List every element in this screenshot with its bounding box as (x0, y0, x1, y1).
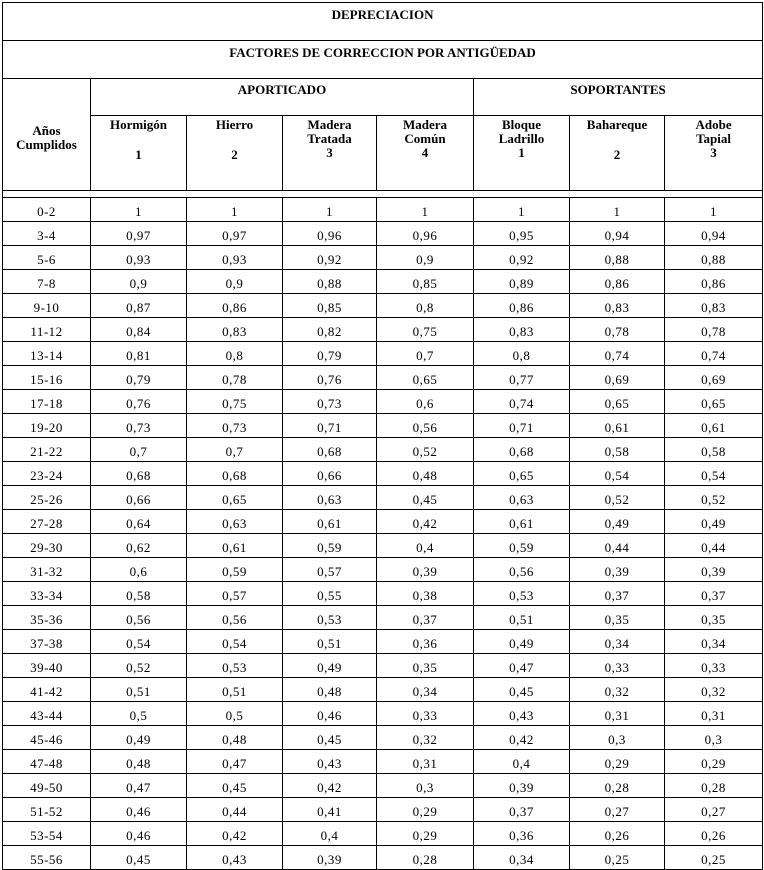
cell-madera-tratada: 0,57 (283, 557, 377, 581)
cell-bahareque: 0,27 (570, 797, 665, 821)
cell-hormigon: 0,81 (91, 341, 187, 365)
table-row (3, 605, 763, 629)
cell-bahareque: 0,29 (570, 749, 665, 773)
cell-adobe-tapial: 0,34 (665, 629, 763, 653)
cell-adobe-tapial: 0,33 (665, 653, 763, 677)
cell-bahareque: 0,31 (570, 701, 665, 725)
table-row (3, 389, 763, 413)
cell-years: 7-8 (3, 269, 91, 293)
cell-hormigon: 0,76 (91, 389, 187, 413)
depreciation-table (2, 2, 763, 870)
cell-bloque-ladrillo: 0,39 (474, 773, 570, 797)
cell-madera-comun: 0,52 (377, 437, 474, 461)
cell-bloque-ladrillo: 0,89 (474, 269, 570, 293)
cell-bloque-ladrillo: 0,86 (474, 293, 570, 317)
cell-hormigon: 0,93 (91, 245, 187, 269)
cell-bloque-ladrillo: 0,92 (474, 245, 570, 269)
cell-years: 19-20 (3, 413, 91, 437)
cell-hierro: 1 (187, 197, 283, 221)
cell-madera-tratada: 0,51 (283, 629, 377, 653)
cell-adobe-tapial: 0,37 (665, 581, 763, 605)
cell-years: 35-36 (3, 605, 91, 629)
cell-adobe-tapial: 0,28 (665, 773, 763, 797)
cell-years: 29-30 (3, 533, 91, 557)
cell-adobe-tapial: 0,83 (665, 293, 763, 317)
table-row (3, 701, 763, 725)
cell-madera-tratada: 0,4 (283, 821, 377, 845)
cell-hormigon: 0,73 (91, 413, 187, 437)
cell-bahareque: 0,35 (570, 605, 665, 629)
cell-madera-comun: 0,3 (377, 773, 474, 797)
cell-hormigon: 0,9 (91, 269, 187, 293)
cell-hormigon: 0,97 (91, 221, 187, 245)
cell-madera-comun: 0,7 (377, 341, 474, 365)
cell-madera-tratada: 0,79 (283, 341, 377, 365)
cell-madera-comun: 0,56 (377, 413, 474, 437)
cell-madera-tratada: 0,42 (283, 773, 377, 797)
cell-hormigon: 0,56 (91, 605, 187, 629)
cell-years: 17-18 (3, 389, 91, 413)
cell-hormigon: 0,79 (91, 365, 187, 389)
cell-adobe-tapial: 0,78 (665, 317, 763, 341)
cell-bloque-ladrillo: 0,77 (474, 365, 570, 389)
cell-hormigon: 1 (91, 197, 187, 221)
cell-bahareque: 0,39 (570, 557, 665, 581)
cell-madera-tratada: 0,59 (283, 533, 377, 557)
cell-bloque-ladrillo: 0,74 (474, 389, 570, 413)
cell-years: 33-34 (3, 581, 91, 605)
cell-hormigon: 0,47 (91, 773, 187, 797)
table-row (3, 293, 763, 317)
table-row (3, 653, 763, 677)
table-body (3, 197, 763, 869)
cell-madera-comun: 0,37 (377, 605, 474, 629)
table-row (3, 245, 763, 269)
cell-adobe-tapial: 0,52 (665, 485, 763, 509)
table-row (3, 749, 763, 773)
cell-hormigon: 0,62 (91, 533, 187, 557)
cell-bahareque: 1 (570, 197, 665, 221)
cell-hierro: 0,45 (187, 773, 283, 797)
col-header-hierro: Hierro 2 (187, 116, 283, 191)
cell-hierro: 0,47 (187, 749, 283, 773)
cell-madera-tratada: 1 (283, 197, 377, 221)
cell-bloque-ladrillo: 0,37 (474, 797, 570, 821)
cell-years: 15-16 (3, 365, 91, 389)
cell-madera-comun: 0,96 (377, 221, 474, 245)
cell-bloque-ladrillo: 0,83 (474, 317, 570, 341)
cell-madera-tratada: 0,82 (283, 317, 377, 341)
cell-adobe-tapial: 0,44 (665, 533, 763, 557)
cell-madera-comun: 0,32 (377, 725, 474, 749)
cell-bloque-ladrillo: 0,68 (474, 437, 570, 461)
cell-bloque-ladrillo: 0,61 (474, 509, 570, 533)
cell-adobe-tapial: 0,65 (665, 389, 763, 413)
cell-madera-comun: 0,48 (377, 461, 474, 485)
cell-adobe-tapial: 0,58 (665, 437, 763, 461)
cell-adobe-tapial: 0,25 (665, 845, 763, 869)
cell-hierro: 0,42 (187, 821, 283, 845)
cell-bloque-ladrillo: 0,63 (474, 485, 570, 509)
cell-bahareque: 0,58 (570, 437, 665, 461)
group-spacer (3, 79, 91, 116)
cell-bloque-ladrillo: 0,36 (474, 821, 570, 845)
cell-adobe-tapial: 0,88 (665, 245, 763, 269)
cell-adobe-tapial: 0,54 (665, 461, 763, 485)
cell-years: 23-24 (3, 461, 91, 485)
cell-adobe-tapial: 0,86 (665, 269, 763, 293)
col-header-bahareque: Bahareque 2 (570, 116, 665, 191)
cell-madera-tratada: 0,68 (283, 437, 377, 461)
cell-bahareque: 0,74 (570, 341, 665, 365)
cell-madera-tratada: 0,66 (283, 461, 377, 485)
cell-madera-comun: 0,29 (377, 821, 474, 845)
col-header-hormigon: Hormigón 1 (91, 116, 187, 191)
cell-hormigon: 0,68 (91, 461, 187, 485)
cell-hierro: 0,65 (187, 485, 283, 509)
cell-adobe-tapial: 0,26 (665, 821, 763, 845)
cell-bahareque: 0,26 (570, 821, 665, 845)
table-row (3, 533, 763, 557)
cell-bahareque: 0,83 (570, 293, 665, 317)
cell-adobe-tapial: 0,49 (665, 509, 763, 533)
cell-bloque-ladrillo: 0,51 (474, 605, 570, 629)
cell-bahareque: 0,49 (570, 509, 665, 533)
cell-bahareque: 0,37 (570, 581, 665, 605)
cell-hierro: 0,97 (187, 221, 283, 245)
cell-madera-tratada: 0,45 (283, 725, 377, 749)
cell-hierro: 0,73 (187, 413, 283, 437)
cell-madera-comun: 0,38 (377, 581, 474, 605)
table-row (3, 821, 763, 845)
cell-years: 13-14 (3, 341, 91, 365)
cell-madera-comun: 0,4 (377, 533, 474, 557)
table-row (3, 797, 763, 821)
cell-madera-tratada: 0,49 (283, 653, 377, 677)
cell-adobe-tapial: 0,31 (665, 701, 763, 725)
cell-madera-tratada: 0,55 (283, 581, 377, 605)
table-row (3, 509, 763, 533)
cell-madera-comun: 0,9 (377, 245, 474, 269)
cell-madera-comun: 0,29 (377, 797, 474, 821)
cell-hormigon: 0,58 (91, 581, 187, 605)
table-row (3, 413, 763, 437)
cell-madera-comun: 0,42 (377, 509, 474, 533)
cell-hormigon: 0,45 (91, 845, 187, 869)
cell-bahareque: 0,88 (570, 245, 665, 269)
cell-hormigon: 0,87 (91, 293, 187, 317)
cell-years: 25-26 (3, 485, 91, 509)
cell-madera-tratada: 0,85 (283, 293, 377, 317)
header-spacer (3, 190, 763, 197)
table-row (3, 845, 763, 869)
cell-hierro: 0,53 (187, 653, 283, 677)
cell-madera-tratada: 0,61 (283, 509, 377, 533)
cell-bahareque: 0,61 (570, 413, 665, 437)
cell-bloque-ladrillo: 0,45 (474, 677, 570, 701)
table-title: DEPRECIACION (3, 3, 763, 41)
cell-hormigon: 0,5 (91, 701, 187, 725)
cell-adobe-tapial: 0,39 (665, 557, 763, 581)
cell-bahareque: 0,54 (570, 461, 665, 485)
col-header-years: Años Cumplidos (3, 116, 91, 191)
cell-adobe-tapial: 0,94 (665, 221, 763, 245)
cell-years: 55-56 (3, 845, 91, 869)
cell-years: 5-6 (3, 245, 91, 269)
cell-hormigon: 0,46 (91, 821, 187, 845)
cell-madera-tratada: 0,71 (283, 413, 377, 437)
cell-bloque-ladrillo: 0,53 (474, 581, 570, 605)
cell-bahareque: 0,25 (570, 845, 665, 869)
cell-hierro: 0,59 (187, 557, 283, 581)
cell-bloque-ladrillo: 0,34 (474, 845, 570, 869)
cell-adobe-tapial: 0,32 (665, 677, 763, 701)
cell-hormigon: 0,48 (91, 749, 187, 773)
table-row (3, 341, 763, 365)
cell-hierro: 0,9 (187, 269, 283, 293)
cell-madera-tratada: 0,43 (283, 749, 377, 773)
cell-madera-tratada: 0,46 (283, 701, 377, 725)
cell-bloque-ladrillo: 0,8 (474, 341, 570, 365)
cell-adobe-tapial: 1 (665, 197, 763, 221)
cell-bahareque: 0,44 (570, 533, 665, 557)
cell-hierro: 0,78 (187, 365, 283, 389)
table-row (3, 677, 763, 701)
cell-madera-tratada: 0,41 (283, 797, 377, 821)
group-soportantes: SOPORTANTES (474, 79, 763, 116)
table-row (3, 485, 763, 509)
cell-bloque-ladrillo: 0,43 (474, 701, 570, 725)
cell-bahareque: 0,52 (570, 485, 665, 509)
cell-madera-tratada: 0,48 (283, 677, 377, 701)
cell-hierro: 0,63 (187, 509, 283, 533)
cell-bahareque: 0,65 (570, 389, 665, 413)
cell-madera-comun: 0,85 (377, 269, 474, 293)
cell-hierro: 0,61 (187, 533, 283, 557)
col-header-adobe-tapial: Adobe Tapial 3 (665, 116, 763, 191)
cell-bloque-ladrillo: 0,65 (474, 461, 570, 485)
cell-bloque-ladrillo: 0,47 (474, 653, 570, 677)
cell-adobe-tapial: 0,3 (665, 725, 763, 749)
table-row (3, 629, 763, 653)
cell-years: 41-42 (3, 677, 91, 701)
cell-adobe-tapial: 0,61 (665, 413, 763, 437)
cell-madera-comun: 0,33 (377, 701, 474, 725)
cell-adobe-tapial: 0,29 (665, 749, 763, 773)
cell-years: 11-12 (3, 317, 91, 341)
cell-bahareque: 0,78 (570, 317, 665, 341)
cell-hormigon: 0,49 (91, 725, 187, 749)
cell-hormigon: 0,7 (91, 437, 187, 461)
cell-hierro: 0,8 (187, 341, 283, 365)
cell-bahareque: 0,28 (570, 773, 665, 797)
cell-bloque-ladrillo: 0,56 (474, 557, 570, 581)
table-subtitle: FACTORES DE CORRECCION POR ANTIGÜEDAD (3, 41, 763, 79)
cell-madera-tratada: 0,63 (283, 485, 377, 509)
cell-madera-comun: 0,39 (377, 557, 474, 581)
cell-hierro: 0,48 (187, 725, 283, 749)
cell-madera-comun: 0,8 (377, 293, 474, 317)
cell-years: 31-32 (3, 557, 91, 581)
cell-bahareque: 0,32 (570, 677, 665, 701)
cell-hierro: 0,51 (187, 677, 283, 701)
table-row (3, 773, 763, 797)
cell-bahareque: 0,94 (570, 221, 665, 245)
cell-hierro: 0,75 (187, 389, 283, 413)
cell-madera-tratada: 0,73 (283, 389, 377, 413)
cell-bahareque: 0,69 (570, 365, 665, 389)
cell-madera-tratada: 0,92 (283, 245, 377, 269)
cell-madera-comun: 0,65 (377, 365, 474, 389)
cell-bloque-ladrillo: 0,95 (474, 221, 570, 245)
cell-hierro: 0,57 (187, 581, 283, 605)
cell-years: 43-44 (3, 701, 91, 725)
cell-adobe-tapial: 0,69 (665, 365, 763, 389)
table-row (3, 437, 763, 461)
cell-years: 51-52 (3, 797, 91, 821)
table-row (3, 197, 763, 221)
cell-madera-comun: 0,31 (377, 749, 474, 773)
cell-hierro: 0,56 (187, 605, 283, 629)
cell-madera-tratada: 0,39 (283, 845, 377, 869)
cell-adobe-tapial: 0,35 (665, 605, 763, 629)
cell-hierro: 0,5 (187, 701, 283, 725)
col-header-madera-comun: Madera Común 4 (377, 116, 474, 191)
cell-bloque-ladrillo: 0,4 (474, 749, 570, 773)
cell-hormigon: 0,66 (91, 485, 187, 509)
cell-madera-comun: 0,28 (377, 845, 474, 869)
cell-adobe-tapial: 0,74 (665, 341, 763, 365)
table-row (3, 581, 763, 605)
cell-madera-comun: 0,6 (377, 389, 474, 413)
cell-adobe-tapial: 0,27 (665, 797, 763, 821)
cell-madera-comun: 1 (377, 197, 474, 221)
table-row (3, 461, 763, 485)
cell-hierro: 0,86 (187, 293, 283, 317)
cell-bahareque: 0,33 (570, 653, 665, 677)
cell-years: 0-2 (3, 197, 91, 221)
cell-hierro: 0,7 (187, 437, 283, 461)
cell-bloque-ladrillo: 0,42 (474, 725, 570, 749)
cell-madera-comun: 0,35 (377, 653, 474, 677)
cell-hierro: 0,43 (187, 845, 283, 869)
cell-madera-comun: 0,75 (377, 317, 474, 341)
table-row (3, 269, 763, 293)
cell-madera-tratada: 0,96 (283, 221, 377, 245)
cell-madera-comun: 0,34 (377, 677, 474, 701)
cell-bloque-ladrillo: 0,59 (474, 533, 570, 557)
table-row (3, 557, 763, 581)
cell-bloque-ladrillo: 1 (474, 197, 570, 221)
cell-hormigon: 0,51 (91, 677, 187, 701)
cell-hierro: 0,68 (187, 461, 283, 485)
cell-years: 45-46 (3, 725, 91, 749)
cell-years: 27-28 (3, 509, 91, 533)
col-header-madera-tratada: Madera Tratada 3 (283, 116, 377, 191)
cell-bahareque: 0,34 (570, 629, 665, 653)
cell-years: 37-38 (3, 629, 91, 653)
col-header-bloque-ladrillo: Bloque Ladrillo 1 (474, 116, 570, 191)
cell-hormigon: 0,84 (91, 317, 187, 341)
cell-hormigon: 0,46 (91, 797, 187, 821)
cell-madera-comun: 0,45 (377, 485, 474, 509)
cell-years: 47-48 (3, 749, 91, 773)
cell-years: 53-54 (3, 821, 91, 845)
cell-years: 49-50 (3, 773, 91, 797)
cell-hierro: 0,54 (187, 629, 283, 653)
cell-madera-tratada: 0,53 (283, 605, 377, 629)
cell-years: 9-10 (3, 293, 91, 317)
cell-hormigon: 0,54 (91, 629, 187, 653)
table-row (3, 365, 763, 389)
cell-bahareque: 0,86 (570, 269, 665, 293)
cell-bloque-ladrillo: 0,71 (474, 413, 570, 437)
cell-bloque-ladrillo: 0,49 (474, 629, 570, 653)
cell-hormigon: 0,6 (91, 557, 187, 581)
group-aporticado: APORTICADO (91, 79, 474, 116)
cell-madera-tratada: 0,76 (283, 365, 377, 389)
cell-madera-comun: 0,36 (377, 629, 474, 653)
table-row (3, 317, 763, 341)
table-row (3, 725, 763, 749)
cell-hormigon: 0,64 (91, 509, 187, 533)
cell-hormigon: 0,52 (91, 653, 187, 677)
cell-hierro: 0,83 (187, 317, 283, 341)
cell-years: 3-4 (3, 221, 91, 245)
cell-years: 21-22 (3, 437, 91, 461)
cell-bahareque: 0,3 (570, 725, 665, 749)
cell-madera-tratada: 0,88 (283, 269, 377, 293)
table-row (3, 221, 763, 245)
cell-hierro: 0,44 (187, 797, 283, 821)
cell-hierro: 0,93 (187, 245, 283, 269)
cell-years: 39-40 (3, 653, 91, 677)
